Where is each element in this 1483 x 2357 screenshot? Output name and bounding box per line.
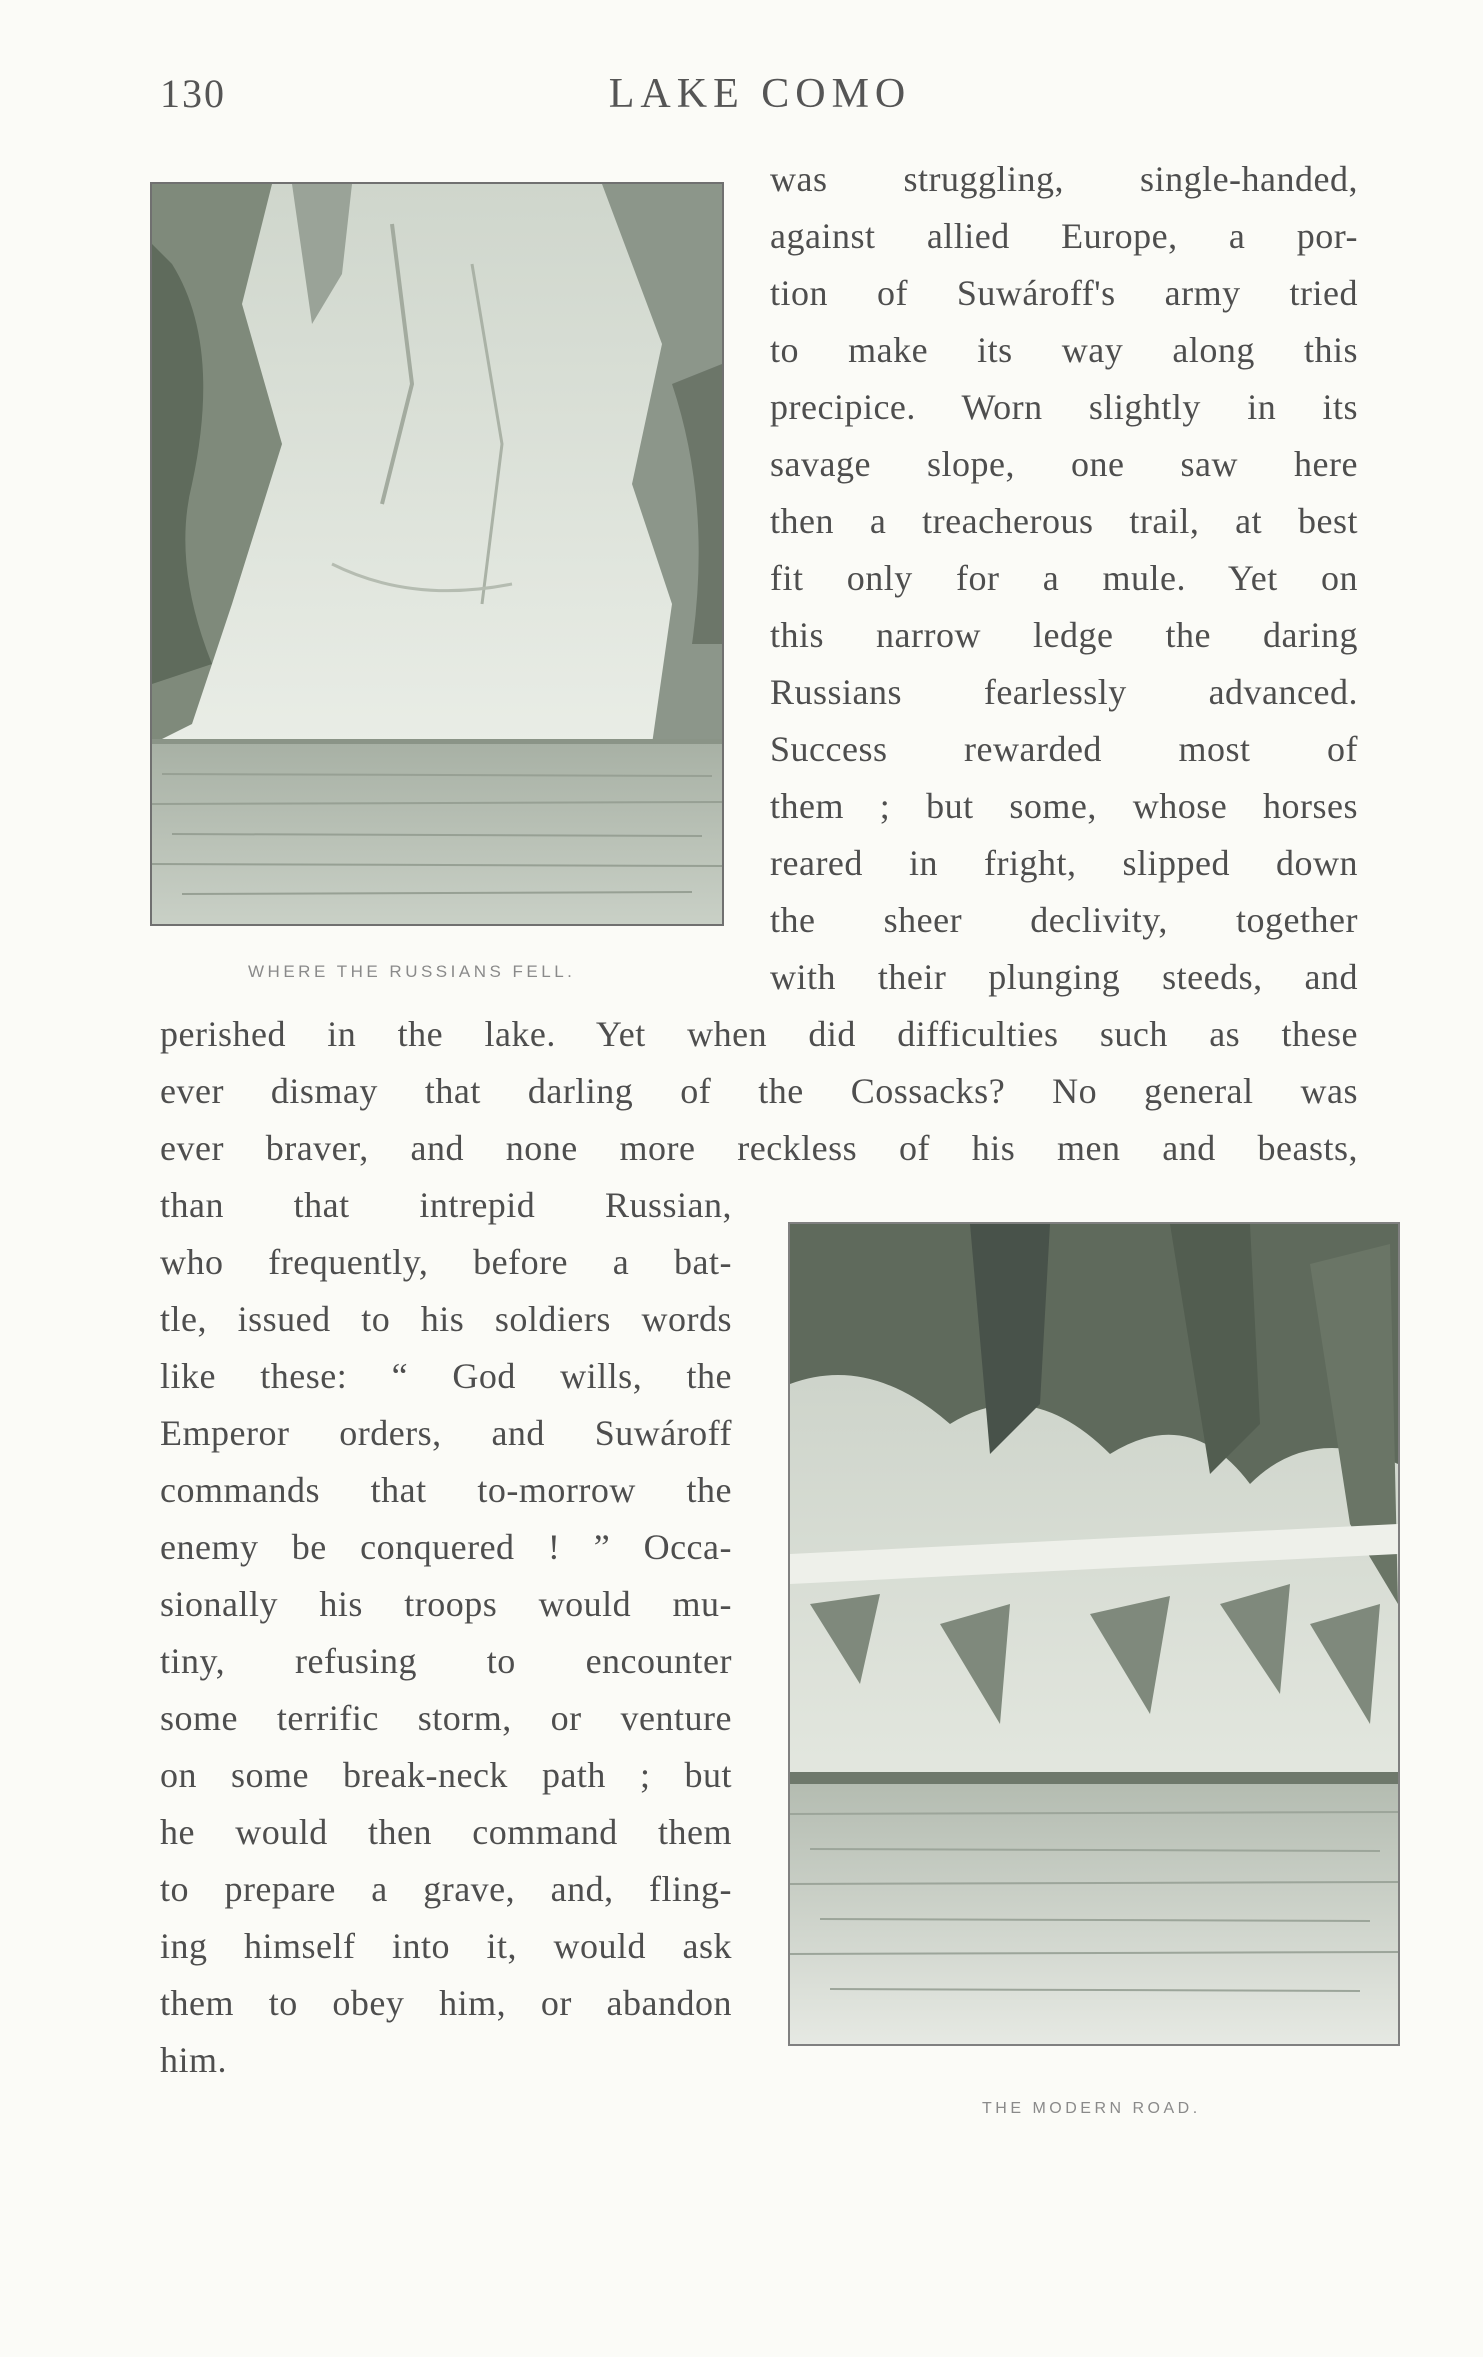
text-line: Emperor orders, and Suwároff — [160, 1413, 732, 1453]
text-line: to prepare a grave, and, fling- — [160, 1869, 732, 1909]
text-line: this narrow ledge the daring — [770, 615, 1358, 655]
page-number: 130 — [160, 71, 226, 116]
text-line: with their plunging steeds, and — [770, 957, 1358, 997]
photo-cliff-modern-road — [788, 1222, 1400, 2046]
text-line: ing himself into it, would ask — [160, 1926, 732, 1966]
text-line: on some break-neck path ; but — [160, 1755, 732, 1795]
text-line: ever dismay that darling of the Cossacks? No general was — [160, 1071, 1358, 1111]
text-line: fit only for a mule. Yet on — [770, 558, 1358, 598]
text-line: tion of Suwároff's army tried — [770, 273, 1358, 313]
text-line: him. — [160, 2040, 228, 2080]
text-line: perished in the lake. Yet when did difficulties such as these — [160, 1014, 1358, 1054]
text-line: to make its way along this — [770, 330, 1358, 370]
text-line: who frequently, before a bat- — [160, 1242, 732, 1282]
text-line: sionally his troops would mu- — [160, 1584, 732, 1624]
text-line: reared in fright, slipped down — [770, 843, 1358, 883]
text-line: tle, issued to his soldiers words — [160, 1299, 732, 1339]
text-line: savage slope, one saw here — [770, 444, 1358, 484]
photo-cliff-where-russians-fell — [150, 182, 724, 926]
text-line: enemy be conquered ! ” Occa- — [160, 1527, 732, 1567]
text-line: commands that to-morrow the — [160, 1470, 732, 1510]
running-title: LAKE COMO — [608, 71, 912, 117]
text-line: then a treacherous trail, at best — [770, 501, 1358, 541]
text-line: some terrific storm, or venture — [160, 1698, 732, 1738]
text-line: tiny, refusing to encounter — [160, 1641, 732, 1681]
text-line: the sheer declivity, together — [770, 900, 1358, 940]
text-line: ever braver, and none more reckless of his men and beasts, — [160, 1128, 1358, 1168]
text-line: Success rewarded most of — [770, 729, 1358, 769]
text-line: he would then command them — [160, 1812, 732, 1852]
text-line: against allied Europe, a por- — [770, 216, 1358, 256]
text-line: was struggling, single-handed, — [770, 159, 1358, 199]
page-header — [0, 70, 1483, 130]
road-photo-illustration — [790, 1224, 1398, 2044]
figure-caption-top: WHERE THE RUSSIANS FELL. — [248, 962, 576, 981]
text-line: than that intrepid Russian, — [160, 1185, 732, 1225]
cliff-photo-illustration — [152, 184, 722, 924]
text-line: them to obey him, or abandon — [160, 1983, 732, 2023]
text-line: precipice. Worn slightly in its — [770, 387, 1358, 427]
text-line: them ; but some, whose horses — [770, 786, 1358, 826]
text-line: like these: “ God wills, the — [160, 1356, 732, 1396]
figure-caption-bottom: THE MODERN ROAD. — [982, 2100, 1201, 2117]
text-line: Russians fearlessly advanced. — [770, 672, 1358, 712]
